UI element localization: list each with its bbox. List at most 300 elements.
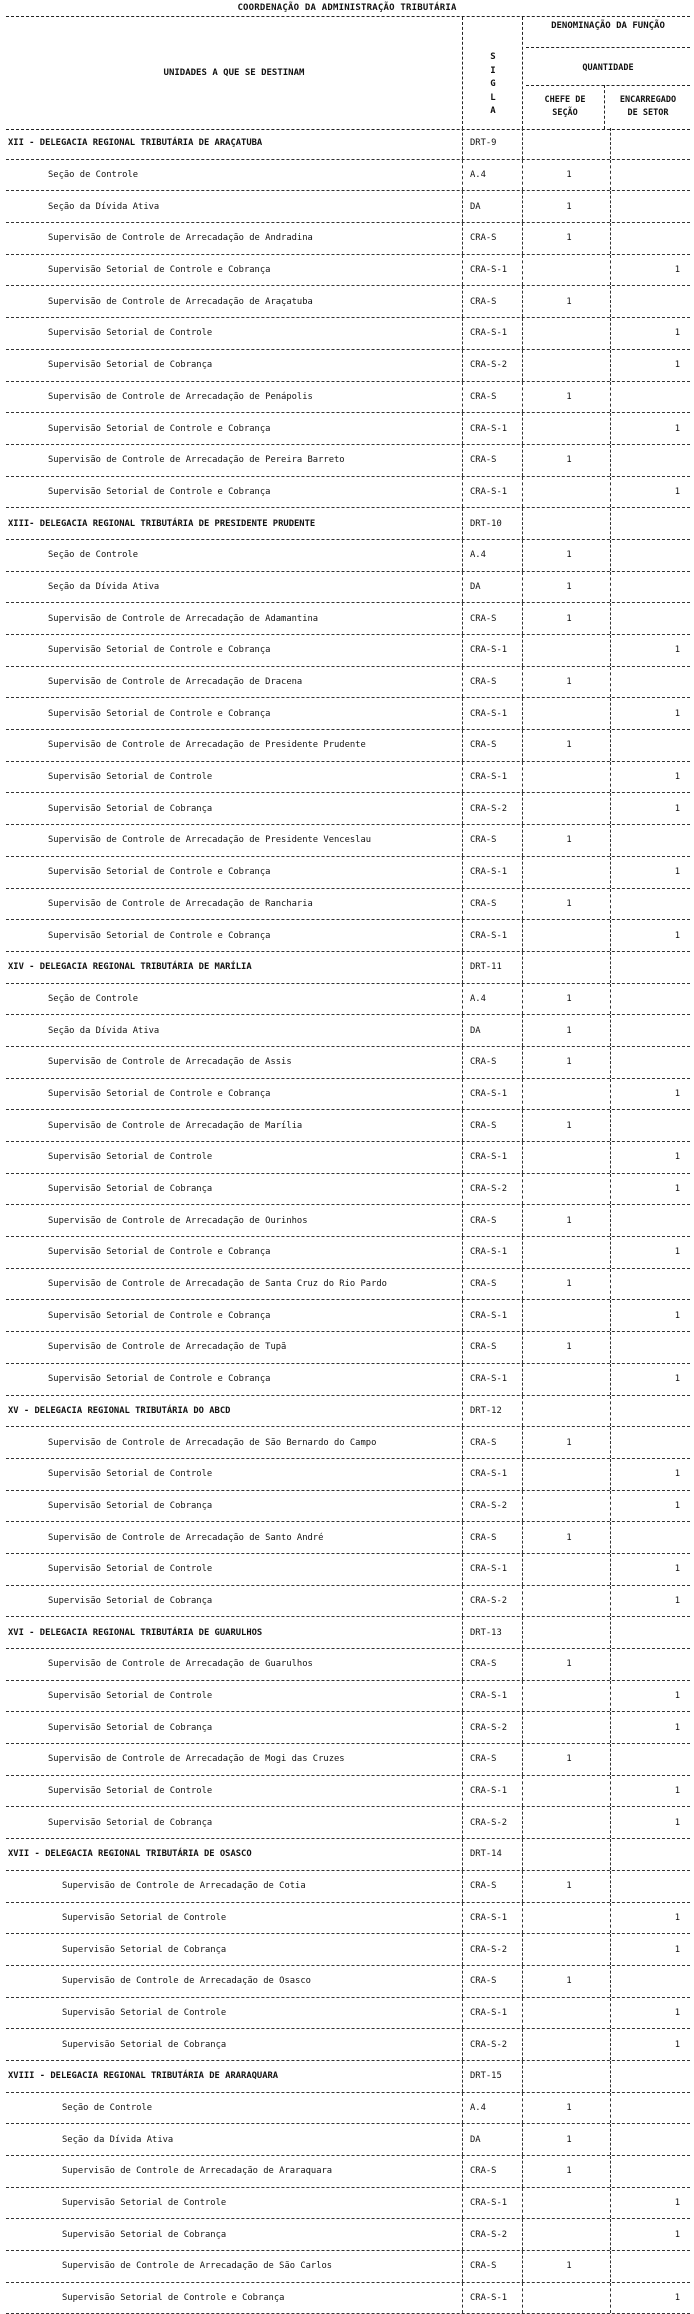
section-header-row: [6, 508, 690, 540]
sigla-cell: CRA-S: [470, 2261, 497, 2272]
table-row: [6, 825, 690, 857]
table-row: [6, 1871, 690, 1903]
section-header-row: [6, 1396, 690, 1428]
encarregado-setor-cell: 1: [674, 2293, 680, 2304]
column-divider: [522, 17, 523, 129]
unit-name-cell: Supervisão de Controle de Arrecadação de Osasco: [62, 1976, 311, 1987]
encarregado-setor-cell: 1: [674, 930, 680, 941]
column-divider: [522, 1966, 523, 1997]
column-divider: [522, 2156, 523, 2187]
section-header-row: [6, 1617, 690, 1649]
sigla-cell: CRA-S: [470, 1881, 497, 1892]
chefe-secao-cell: [528, 1174, 610, 1205]
chefe-secao-cell: [528, 1079, 610, 1110]
table-row: [6, 255, 690, 287]
sigla-cell: CRA-S-1: [470, 486, 508, 497]
table-row: [6, 191, 690, 223]
unit-name-cell: Supervisão de Controle de Arrecadação de Mogi das Cruzes: [48, 1754, 345, 1765]
column-divider: [462, 1459, 463, 1490]
chefe-header-line: CHEFE DE: [544, 95, 586, 105]
table-row: [6, 1459, 690, 1491]
column-divider: [462, 920, 463, 951]
chefe-secao-cell: 1: [566, 2261, 572, 2272]
sigla-cell: CRA-S: [470, 1437, 497, 1448]
encarregado-setor-cell: [610, 603, 690, 634]
chefe-secao-cell: [528, 1681, 610, 1712]
unit-name-cell: XIV - DELEGACIA REGIONAL TRIBUTÁRIA DE MARÍLIA: [8, 962, 252, 973]
column-divider: [522, 762, 523, 793]
column-divider: [610, 477, 611, 508]
column-divider: [462, 635, 463, 666]
sigla-cell: CRA-S: [470, 898, 497, 909]
chefe-secao-cell: [528, 2188, 610, 2219]
column-divider: [522, 793, 523, 824]
column-divider: [462, 2251, 463, 2282]
column-divider: [522, 1998, 523, 2029]
column-divider: [610, 2156, 611, 2187]
unit-name-cell: Seção da Dívida Ativa: [48, 1025, 160, 1036]
encarregado-setor-cell: [610, 889, 690, 920]
column-divider: [462, 1617, 463, 1648]
column-divider: [610, 1617, 611, 1648]
column-divider: [522, 2188, 523, 2219]
column-divider: [610, 1237, 611, 1268]
unit-name-cell: Supervisão Setorial de Controle e Cobrança: [48, 1374, 271, 1385]
encarregado-setor-cell: 1: [674, 2007, 680, 2018]
column-divider: [610, 920, 611, 951]
chefe-secao-cell: 1: [566, 550, 572, 561]
table-row: [6, 2251, 690, 2283]
chefe-secao-cell: [528, 857, 610, 888]
chefe-secao-cell: [528, 413, 610, 444]
table-row: [6, 1712, 690, 1744]
chefe-secao-cell: 1: [566, 2166, 572, 2177]
chefe-secao-cell: 1: [566, 1659, 572, 1670]
unit-name-cell: Supervisão Setorial de Controle: [48, 1691, 213, 1702]
column-divider: [462, 1903, 463, 1934]
unit-name-cell: Supervisão Setorial de Controle: [62, 2007, 227, 2018]
table-row: [6, 160, 690, 192]
chefe-secao-cell: [528, 1903, 610, 1934]
encarregado-setor-cell: [610, 2251, 690, 2282]
sigla-cell: CRA-S: [470, 1120, 497, 1131]
column-divider: [462, 667, 463, 698]
column-divider: [522, 1839, 523, 1870]
column-divider: [522, 1459, 523, 1490]
table-row: [6, 223, 690, 255]
column-divider: [610, 1776, 611, 1807]
column-divider: [462, 1491, 463, 1522]
chefe-secao-cell: 1: [566, 1976, 572, 1987]
column-divider: [610, 1712, 611, 1743]
unit-name-cell: Supervisão Setorial de Cobrança: [48, 1722, 213, 1733]
header-divider: [526, 47, 690, 48]
chefe-secao-cell: [528, 793, 610, 824]
encarregado-setor-cell: 1: [674, 2229, 680, 2240]
enc-header-line: DE SETOR: [627, 108, 669, 118]
chefe-secao-cell: [528, 1586, 610, 1617]
column-divider: [522, 635, 523, 666]
column-divider: [522, 286, 523, 317]
column-divider: [462, 603, 463, 634]
encarregado-setor-cell: 1: [674, 645, 680, 656]
unit-name-cell: Supervisão Setorial de Cobrança: [48, 803, 213, 814]
sigla-cell: CRA-S: [470, 296, 497, 307]
column-divider: [522, 1269, 523, 1300]
sigla-cell: CRA-S: [470, 1342, 497, 1353]
sigla-cell: CRA-S-1: [470, 1152, 508, 1163]
column-divider: [462, 1047, 463, 1078]
column-divider: [462, 1427, 463, 1458]
table-row: [6, 698, 690, 730]
sigla-cell: CRA-S: [470, 1215, 497, 1226]
table-row: [6, 1079, 690, 1111]
column-divider: [610, 1142, 611, 1173]
encarregado-setor-cell: [610, 540, 690, 571]
column-divider: [610, 1522, 611, 1553]
chefe-secao-cell: [528, 318, 610, 349]
encarregado-setor-cell: [610, 223, 690, 254]
unit-name-cell: Supervisão Setorial de Cobrança: [48, 1817, 213, 1828]
encarregado-setor-cell: [610, 2156, 690, 2187]
unit-name-cell: Supervisão de Controle de Arrecadação de Penápolis: [48, 391, 313, 402]
sigla-cell: CRA-S-2: [470, 1184, 508, 1195]
encarregado-setor-cell: 1: [674, 708, 680, 719]
column-divider: [522, 1015, 523, 1046]
unit-name-cell: XVI - DELEGACIA REGIONAL TRIBUTÁRIA DE GUARULHOS: [8, 1627, 263, 1638]
column-divider: [610, 1807, 611, 1838]
chefe-secao-cell: [528, 1776, 610, 1807]
column-divider: [522, 223, 523, 254]
column-divider: [610, 1681, 611, 1712]
unit-name-cell: Seção da Dívida Ativa: [48, 201, 160, 212]
encarregado-setor-cell: 1: [674, 1500, 680, 1511]
chefe-secao-cell: 1: [566, 1120, 572, 1131]
table-row: [6, 667, 690, 699]
column-divider: [522, 350, 523, 381]
encarregado-setor-cell: [610, 1966, 690, 1997]
column-divider: [522, 1617, 523, 1648]
column-divider: [522, 1047, 523, 1078]
sigla-cell: DA: [470, 201, 481, 212]
units-column-header: UNIDADES A QUE SE DESTINAM: [163, 68, 305, 78]
encarregado-setor-cell: [610, 1427, 690, 1458]
encarregado-setor-cell: [610, 382, 690, 413]
column-divider: [610, 1998, 611, 2029]
column-divider: [610, 1364, 611, 1395]
column-divider: [610, 286, 611, 317]
table-row: [6, 1427, 690, 1459]
table-row: [6, 1807, 690, 1839]
column-divider: [610, 382, 611, 413]
sigla-cell: A.4: [470, 2102, 486, 2113]
table-row: [6, 1332, 690, 1364]
column-divider: [610, 984, 611, 1015]
column-divider: [522, 857, 523, 888]
column-divider: [462, 1966, 463, 1997]
sigla-cell: CRA-S-1: [470, 1374, 508, 1385]
column-divider: [610, 793, 611, 824]
sigla-cell: DA: [470, 581, 481, 592]
sigla-cell: CRA-S-1: [470, 328, 508, 339]
sigla-cell: A.4: [470, 993, 486, 1004]
unit-name-cell: Supervisão Setorial de Controle e Cobrança: [48, 867, 271, 878]
column-divider: [610, 1459, 611, 1490]
column-divider: [462, 413, 463, 444]
column-divider: [610, 413, 611, 444]
column-divider: [522, 1174, 523, 1205]
column-divider: [462, 1110, 463, 1141]
encarregado-setor-cell: 1: [674, 1595, 680, 1606]
chefe-secao-cell: [528, 477, 610, 508]
unit-name-cell: Supervisão de Controle de Arrecadação de Santo André: [48, 1532, 324, 1543]
table-row: [6, 1649, 690, 1681]
encarregado-setor-cell: [610, 1744, 690, 1775]
unit-name-cell: Supervisão Setorial de Cobrança: [62, 2039, 227, 2050]
column-divider: [462, 1364, 463, 1395]
column-divider: [610, 1839, 611, 1870]
sigla-cell: CRA-S: [470, 1754, 497, 1765]
encarregado-setor-cell: [610, 952, 690, 983]
column-divider: [522, 1871, 523, 1902]
encarregado-setor-cell: [610, 1015, 690, 1046]
sigla-cell: CRA-S: [470, 1279, 497, 1290]
column-divider: [462, 255, 463, 286]
column-divider: [462, 2283, 463, 2314]
column-divider: [522, 667, 523, 698]
sigla-cell: CRA-S-1: [470, 265, 508, 276]
sigla-letter: S: [490, 52, 496, 62]
column-divider: [610, 603, 611, 634]
encarregado-setor-cell: [610, 508, 690, 539]
column-divider: [610, 2029, 611, 2060]
encarregado-setor-cell: [610, 984, 690, 1015]
chefe-secao-cell: [528, 1300, 610, 1331]
column-divider: [522, 1079, 523, 1110]
column-divider: [462, 286, 463, 317]
column-divider: [522, 825, 523, 856]
column-divider: [610, 2061, 611, 2092]
unit-name-cell: Supervisão Setorial de Controle e Cobrança: [48, 708, 271, 719]
encarregado-setor-cell: 1: [674, 1944, 680, 1955]
encarregado-setor-cell: 1: [674, 867, 680, 878]
column-divider: [610, 1744, 611, 1775]
table-row: [6, 1300, 690, 1332]
column-divider: [522, 730, 523, 761]
unit-name-cell: Supervisão de Controle de Arrecadação de Tupã: [48, 1342, 287, 1353]
encarregado-setor-cell: 1: [674, 1691, 680, 1702]
chefe-secao-cell: 1: [566, 740, 572, 751]
column-divider: [462, 984, 463, 1015]
unit-name-cell: Supervisão de Controle de Arrecadação de Guarulhos: [48, 1659, 313, 1670]
encarregado-setor-cell: [610, 1871, 690, 1902]
sigla-cell: CRA-S-1: [470, 1310, 508, 1321]
column-divider: [462, 350, 463, 381]
table-row: [6, 2093, 690, 2125]
column-divider: [522, 1586, 523, 1617]
column-divider: [462, 1205, 463, 1236]
column-divider: [462, 540, 463, 571]
column-divider: [522, 984, 523, 1015]
sigla-cell: CRA-S-1: [470, 930, 508, 941]
chefe-secao-cell: [528, 1396, 610, 1427]
encarregado-setor-cell: [610, 191, 690, 222]
column-divider: [522, 572, 523, 603]
unit-name-cell: Supervisão Setorial de Controle: [48, 772, 213, 783]
column-divider: [462, 128, 463, 159]
column-divider: [610, 1079, 611, 1110]
encarregado-setor-cell: 1: [674, 1152, 680, 1163]
unit-name-cell: Supervisão Setorial de Cobrança: [48, 1184, 213, 1195]
sigla-cell: CRA-S: [470, 613, 497, 624]
unit-name-cell: Supervisão Setorial de Controle: [48, 1152, 213, 1163]
chefe-secao-cell: [528, 1839, 610, 1870]
column-divider: [610, 2283, 611, 2314]
page-title: COORDENAÇÃO DA ADMINISTRAÇÃO TRIBUTÁRIA: [237, 3, 457, 13]
encarregado-setor-cell: 1: [674, 1786, 680, 1797]
encarregado-setor-cell: 1: [674, 423, 680, 434]
chefe-secao-cell: [528, 952, 610, 983]
function-column-header: DENOMINAÇÃO DA FUNÇÃO: [551, 21, 665, 31]
sigla-cell: CRA-S-1: [470, 2007, 508, 2018]
chefe-secao-cell: [528, 1554, 610, 1585]
column-divider: [522, 1364, 523, 1395]
table-row: [6, 857, 690, 889]
sigla-cell: CRA-S-1: [470, 1786, 508, 1797]
column-divider: [522, 128, 523, 159]
sigla-letter: L: [490, 92, 496, 103]
unit-name-cell: Seção de Controle: [48, 993, 139, 1004]
column-divider: [610, 2093, 611, 2124]
column-divider: [522, 2093, 523, 2124]
chefe-secao-cell: [528, 1237, 610, 1268]
table-row: [6, 793, 690, 825]
unit-name-cell: XIII- DELEGACIA REGIONAL TRIBUTÁRIA DE PRESIDENTE PRUDENTE: [8, 518, 316, 529]
column-divider: [522, 1205, 523, 1236]
chefe-secao-cell: [528, 1712, 610, 1743]
column-divider: [462, 1649, 463, 1680]
unit-name-cell: Supervisão de Controle de Arrecadação de Adamantina: [48, 613, 319, 624]
unit-name-cell: Supervisão Setorial de Controle e Cobrança: [48, 1247, 271, 1258]
unit-name-cell: Seção da Dívida Ativa: [62, 2134, 174, 2145]
column-divider: [522, 540, 523, 571]
encarregado-setor-cell: 1: [674, 803, 680, 814]
column-divider: [610, 2251, 611, 2282]
sigla-cell: DRT-13: [470, 1627, 502, 1638]
sigla-cell: CRA-S-1: [470, 645, 508, 656]
table-row: [6, 2029, 690, 2061]
unit-name-cell: Supervisão Setorial de Controle e Cobrança: [48, 423, 271, 434]
column-divider: [462, 191, 463, 222]
chefe-secao-cell: [528, 1364, 610, 1395]
chefe-secao-cell: 1: [566, 296, 572, 307]
chefe-secao-cell: [528, 1998, 610, 2029]
sigla-cell: DA: [470, 2134, 481, 2145]
column-divider: [462, 1332, 463, 1363]
table-row: [6, 635, 690, 667]
column-divider: [522, 191, 523, 222]
unit-name-cell: Supervisão de Controle de Arrecadação de São Bernardo do Campo: [48, 1437, 377, 1448]
unit-name-cell: XII - DELEGACIA REGIONAL TRIBUTÁRIA DE ARAÇATUBA: [8, 138, 263, 149]
chefe-secao-cell: 1: [566, 1279, 572, 1290]
column-divider: [522, 255, 523, 286]
sigla-cell: CRA-S-2: [470, 360, 508, 371]
sigla-cell: CRA-S-1: [470, 1469, 508, 1480]
column-divider: [610, 160, 611, 191]
table-row: [6, 730, 690, 762]
column-divider: [522, 1712, 523, 1743]
unit-name-cell: Supervisão de Controle de Arrecadação de Andradina: [48, 233, 313, 244]
encarregado-setor-cell: 1: [674, 360, 680, 371]
column-divider: [522, 1934, 523, 1965]
encarregado-setor-cell: [610, 1649, 690, 1680]
column-divider: [462, 730, 463, 761]
unit-name-cell: Supervisão Setorial de Controle e Cobrança: [48, 265, 271, 276]
column-divider: [462, 952, 463, 983]
sigla-cell: CRA-S: [470, 835, 497, 846]
column-divider: [610, 1903, 611, 1934]
sigla-cell: CRA-S-1: [470, 2198, 508, 2209]
chefe-secao-cell: [528, 698, 610, 729]
column-divider: [522, 698, 523, 729]
encarregado-setor-cell: 1: [674, 1310, 680, 1321]
sigla-cell: A.4: [470, 170, 486, 181]
table-header: [6, 16, 690, 130]
column-divider: [522, 603, 523, 634]
chefe-secao-cell: [528, 128, 610, 159]
column-divider: [522, 477, 523, 508]
table-row: [6, 920, 690, 952]
unit-name-cell: Supervisão Setorial de Controle: [48, 1469, 213, 1480]
column-divider: [462, 1554, 463, 1585]
column-divider: [522, 1522, 523, 1553]
chefe-secao-cell: [528, 2283, 610, 2314]
column-divider: [462, 572, 463, 603]
encarregado-setor-cell: [610, 1396, 690, 1427]
column-divider: [462, 1142, 463, 1173]
chefe-secao-cell: 1: [566, 170, 572, 181]
column-divider: [522, 2219, 523, 2250]
encarregado-setor-cell: 1: [674, 1912, 680, 1923]
sigla-cell: CRA-S-2: [470, 1722, 508, 1733]
encarregado-setor-cell: [610, 2061, 690, 2092]
column-divider: [522, 2124, 523, 2155]
column-divider: [610, 572, 611, 603]
chefe-secao-cell: 1: [566, 2134, 572, 2145]
table-row: [6, 1269, 690, 1301]
table-row: [6, 1522, 690, 1554]
column-divider: [462, 1998, 463, 2029]
chefe-secao-cell: 1: [566, 1215, 572, 1226]
unit-name-cell: Seção de Controle: [62, 2102, 153, 2113]
encarregado-setor-cell: [610, 1839, 690, 1870]
unit-name-cell: Supervisão Setorial de Cobrança: [48, 360, 213, 371]
unit-name-cell: Supervisão de Controle de Arrecadação de Pereira Barreto: [48, 455, 345, 466]
chefe-secao-cell: [528, 635, 610, 666]
encarregado-column-header: [606, 94, 690, 120]
chefe-secao-cell: [528, 350, 610, 381]
column-divider: [610, 1934, 611, 1965]
column-divider: [522, 1300, 523, 1331]
encarregado-setor-cell: 1: [674, 1817, 680, 1828]
unit-name-cell: Supervisão de Controle de Arrecadação de Assis: [48, 1057, 292, 1068]
column-divider: [522, 318, 523, 349]
table-row: [6, 1110, 690, 1142]
section-header-row: [6, 952, 690, 984]
column-divider: [462, 793, 463, 824]
unit-name-cell: XVII - DELEGACIA REGIONAL TRIBUTÁRIA DE OSASCO: [8, 1849, 252, 1860]
encarregado-setor-cell: 1: [674, 328, 680, 339]
